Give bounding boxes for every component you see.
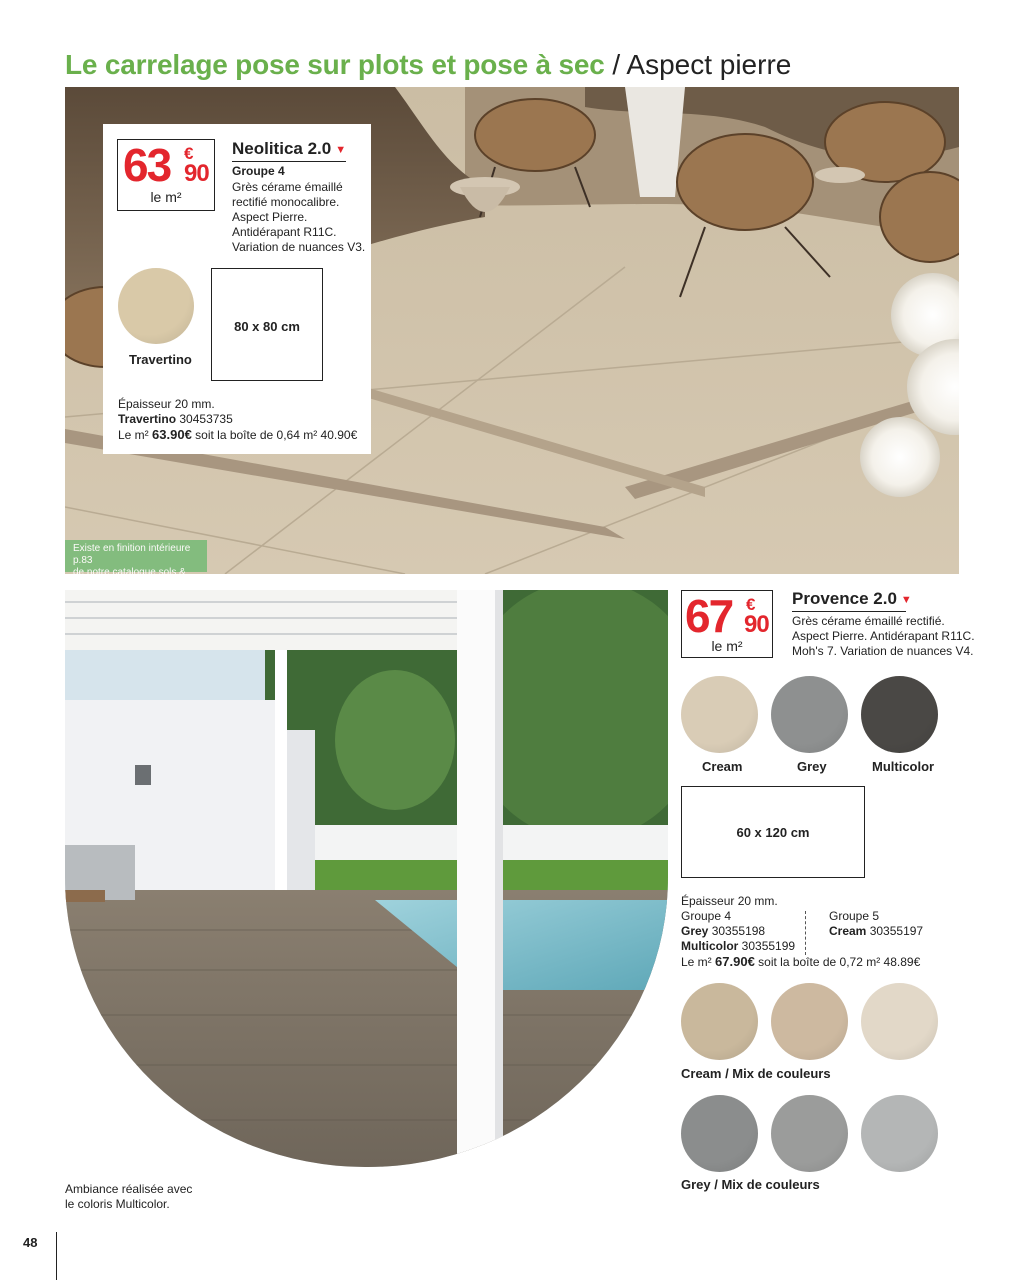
- provence-ref-multi-code: 30355199: [741, 939, 796, 953]
- provence-product-name: [792, 589, 912, 609]
- neolitica-price-line-prefix: Le m²: [118, 428, 149, 442]
- neolitica-name-text: Neolitica 2.0: [232, 139, 332, 158]
- neolitica-group-text: Groupe 4: [232, 164, 285, 178]
- provence-ref-multicolor: [681, 939, 795, 954]
- provence-ref-grey-code: 30355198: [711, 924, 766, 938]
- swatch-travertino-label: Travertino: [129, 352, 192, 367]
- provence-ref-grey-name: Grey: [681, 924, 709, 938]
- triangle-down-icon: ▼: [900, 593, 912, 606]
- neolitica-price-euros: 63: [123, 139, 171, 191]
- neolitica-product-name: [232, 139, 346, 159]
- neolitica-group: [232, 164, 285, 179]
- provence-price-euro-sign: €: [746, 595, 756, 614]
- neolitica-price-tag: [117, 139, 215, 211]
- neolitica-ref: [118, 412, 233, 427]
- provence-price-unit: le m²: [711, 638, 743, 654]
- swatch-grey: [771, 676, 848, 753]
- swatch-multicolor-label: Multicolor: [872, 759, 935, 774]
- neolitica-ref-code: 30453735: [179, 412, 233, 426]
- provence-price-line: [681, 954, 920, 970]
- neolitica-price-line-value: 63.90€: [152, 427, 192, 442]
- provence-ambiance-photo: [65, 590, 668, 1167]
- provence-ref-cream-code: 30355197: [869, 924, 924, 938]
- neolitica-ref-name: Travertino: [118, 412, 177, 426]
- provence-ref-cream-name: Cream: [829, 924, 867, 938]
- group-divider: [805, 911, 806, 955]
- provence-desc-2: Aspect Pierre. Antidérapant R11C.: [792, 629, 975, 643]
- interior-note-line-1: Existe en finition intérieure p.83: [73, 543, 191, 566]
- neolitica-thickness: Épaisseur 20 mm.: [118, 397, 215, 411]
- provence-thickness: Épaisseur 20 mm.: [681, 894, 778, 908]
- swatch-travertino: [118, 268, 194, 344]
- neolitica-name-underline: [232, 161, 346, 162]
- provence-size-label: 60 x 120 cm: [736, 825, 810, 840]
- provence-group4: Groupe 4: [681, 909, 732, 923]
- provence-name-text: Provence 2.0: [792, 589, 897, 608]
- folio-divider: [56, 1232, 57, 1280]
- interior-note-line-2: de notre catalogue sols & murs.: [73, 567, 186, 590]
- neolitica-price-cents: 90: [184, 160, 209, 187]
- page-title: [65, 48, 791, 82]
- provence-desc-3: Moh's 7. Variation de nuances V4.: [792, 644, 974, 658]
- provence-price-line-prefix: Le m²: [681, 955, 712, 969]
- provence-group5: Groupe 5: [829, 909, 880, 923]
- page-title-main: Le carrelage pose sur plots et pose à sec: [65, 49, 605, 80]
- swatch-grey-mix-3: [861, 1095, 938, 1172]
- neolitica-desc-4: Antidérapant R11C.: [232, 225, 337, 239]
- provence-name-underline: [792, 611, 906, 612]
- provence-price-tag: [681, 590, 773, 658]
- neolitica-desc-5: Variation de nuances V3.: [232, 240, 366, 254]
- grey-mix-label: Grey / Mix de couleurs: [681, 1177, 820, 1192]
- neolitica-desc-3: Aspect Pierre.: [232, 210, 308, 224]
- neolitica-size-label: 80 x 80 cm: [234, 319, 300, 334]
- provence-price-line-suffix: soit la boîte de 0,72 m² 48.89€: [758, 955, 921, 969]
- provence-price-line-value: 67.90€: [715, 954, 755, 969]
- swatch-grey-label: Grey: [797, 759, 827, 774]
- neolitica-price-line-suffix: soit la boîte de 0,64 m² 40.90€: [195, 428, 358, 442]
- cream-mix-label: Cream / Mix de couleurs: [681, 1066, 831, 1081]
- interior-finish-note: [65, 540, 207, 590]
- provence-price-cents: 90: [744, 611, 769, 638]
- page-title-sub: / Aspect pierre: [612, 49, 792, 80]
- swatch-cream-mix-3: [861, 983, 938, 1060]
- neolitica-desc-2: rectifié monocalibre.: [232, 195, 340, 209]
- ambiance-note-line-1: Ambiance réalisée avec: [65, 1182, 193, 1196]
- neolitica-desc-1: Grès cérame émaillé: [232, 180, 343, 194]
- ambiance-note-line-2: le coloris Multicolor.: [65, 1197, 170, 1211]
- swatch-cream-mix-2: [771, 983, 848, 1060]
- swatch-cream: [681, 676, 758, 753]
- neolitica-price-unit: le m²: [150, 189, 182, 205]
- page-number: 48: [23, 1235, 38, 1250]
- swatch-grey-mix-1: [681, 1095, 758, 1172]
- provence-ref-grey: [681, 924, 765, 939]
- provence-size-box: [681, 786, 865, 878]
- triangle-down-icon: ▼: [335, 143, 347, 156]
- pool-terrace-illustration: [65, 590, 668, 1167]
- neolitica-price-euro-sign: €: [184, 144, 194, 163]
- neolitica-price-line: [118, 427, 357, 443]
- provence-ref-multi-name: Multicolor: [681, 939, 739, 953]
- provence-desc-1: Grès cérame émaillé rectifié.: [792, 614, 945, 628]
- provence-ref-cream: [829, 924, 923, 939]
- neolitica-size-box: [211, 268, 323, 381]
- swatch-cream-label: Cream: [702, 759, 743, 774]
- provence-price-euros: 67: [685, 590, 733, 642]
- swatch-multicolor: [861, 676, 938, 753]
- swatch-grey-mix-2: [771, 1095, 848, 1172]
- swatch-cream-mix-1: [681, 983, 758, 1060]
